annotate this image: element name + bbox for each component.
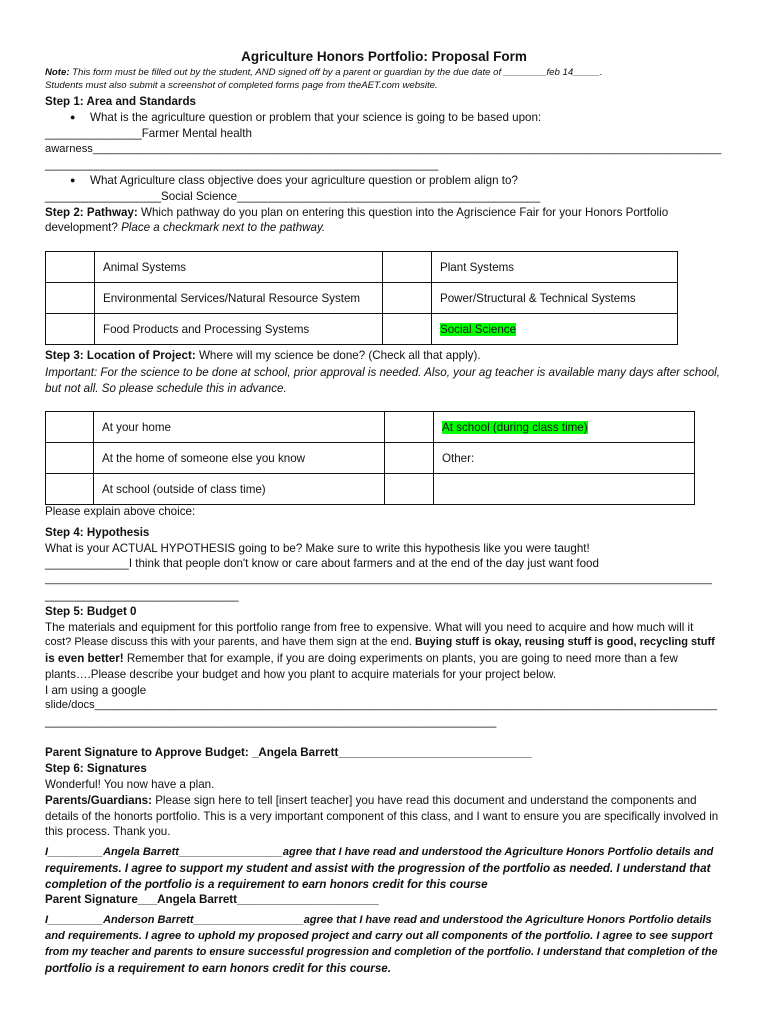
step4-heading: Step 4: Hypothesis xyxy=(45,526,150,539)
step4-text: What is your ACTUAL HYPOTHESIS going to be? Make sure to write this hypothesis like you were taught! xyxy=(45,542,590,555)
step6-parents-line-3: this process. Thank you. xyxy=(45,825,171,838)
step1-question-1: What is the agriculture question or problem that your science is going to be based upon: xyxy=(90,111,542,124)
parent-agreement-line-1[interactable]: I_________Angela Barrett_________________agree that I have read and understood the Agriculture Honors Portfolio details and xyxy=(45,846,714,858)
pathway-checkbox-animal-systems[interactable] xyxy=(46,252,95,283)
table-row xyxy=(46,412,695,443)
pathway-label: Plant Systems xyxy=(432,252,678,283)
selected-highlight: At school (during class time) xyxy=(442,420,588,434)
pathway-label: Food Products and Processing Systems xyxy=(95,314,383,345)
step5-budget-line-3[interactable]: ______________________________________________________________________ xyxy=(45,715,497,728)
bullet-icon: ● xyxy=(70,112,76,122)
step5-paragraph-line-2: cost? Please discuss this with your parents, and have them sign at the end. Buying stuff is okay, reusing stuff is good, recycling stuff xyxy=(45,636,715,648)
step6-heading: Step 6: Signatures xyxy=(45,762,147,775)
pathway-checkbox-power-structural[interactable] xyxy=(383,283,432,314)
parent-signature[interactable]: Parent Signature___Angela Barrett______________________ xyxy=(45,893,379,906)
pathway-table xyxy=(45,251,678,345)
step2-heading: Step 2: Pathway: xyxy=(45,206,138,219)
location-checkbox-other[interactable] xyxy=(385,443,434,474)
pathway-label-selected xyxy=(432,314,678,345)
step1-answer-1-line-3[interactable]: _____________________________________________________________ xyxy=(45,158,439,171)
step3-important-1: Important: For the science to be done at school, prior approval is needed. Also, your ag teacher is available many days after school, xyxy=(45,366,720,379)
location-checkbox-school-class-time[interactable] xyxy=(385,412,434,443)
location-checkbox-empty[interactable] xyxy=(385,474,434,505)
note-text: This form must be filled out by the student, AND signed off by a parent or guardian by the due date of ________feb 14_____. xyxy=(69,67,603,78)
parent-agreement-line-3: completion of the portfolio is a requirement to earn honors credit for this course xyxy=(45,878,488,891)
pathway-label: Animal Systems xyxy=(95,252,383,283)
step4-hypothesis-line-2[interactable]: _____________________________________________________________________________________________________________ xyxy=(45,573,712,585)
step5-paragraph-line-4: plants….Please describe your budget and how you plant to acquire materials for your project below. xyxy=(45,668,557,681)
step6-parents-line-1: Parents/Guardians: Please sign here to tell [insert teacher] you have read this document and understand the components and xyxy=(45,794,697,807)
step5-budget-line-1[interactable]: I am using a google xyxy=(45,684,147,697)
step4-hypothesis-line-3[interactable]: ______________________________ xyxy=(45,589,239,602)
step3-heading: Step 3: Location of Project: xyxy=(45,349,196,362)
student-agreement-line-1[interactable]: I_________Anderson Barrett__________________agree that I have read and understood the Agriculture Honors Portfolio details xyxy=(45,914,712,926)
table-row xyxy=(46,443,695,474)
table-row xyxy=(46,474,695,505)
step6-parents-line-2: details of the honorts portfolio. This is a very important component of this class, and I want to ensure you are specifically involved in xyxy=(45,810,719,823)
step5-paragraph-line-1: The materials and equipment for this portfolio range from free to expensive. What will you need to acquire and how much will it xyxy=(45,621,694,634)
location-label: At your home xyxy=(94,412,385,443)
step3-important-2: but not all. So please schedule this in advance. xyxy=(45,382,287,395)
note-line-1 xyxy=(45,67,603,79)
step1-answer-2[interactable]: __________________Social Science_______________________________________________ xyxy=(45,190,541,203)
step3-text-1: Step 3: Location of Project: Where will my science be done? (Check all that apply). xyxy=(45,349,481,362)
step5-paragraph-line-3: is even better! Remember that for example, if you are doing experiments on plants, you are going to need more than a few xyxy=(45,652,678,665)
table-row xyxy=(46,252,678,283)
step3-explain: Please explain above choice: xyxy=(45,505,196,518)
pathway-checkbox-social-science[interactable] xyxy=(383,314,432,345)
note-label: Note: xyxy=(45,67,70,78)
note-line-2: Students must also submit a screenshot of completed forms page from theAET.com website. xyxy=(45,80,438,91)
page-title: Agriculture Honors Portfolio: Proposal Form xyxy=(241,49,527,64)
parent-budget-signature[interactable]: Parent Signature to Approve Budget: _Angela Barrett______________________________ xyxy=(45,746,532,759)
student-agreement-line-3: from my teacher and parents to ensure successful progression and completion of the portfolio. I understand that completion of the xyxy=(45,946,718,958)
selected-highlight: Social Science xyxy=(440,322,517,336)
table-row xyxy=(46,314,678,345)
location-checkbox-school-outside[interactable] xyxy=(46,474,94,505)
student-agreement-line-4: portfolio is a requirement to earn honors credit for this course. xyxy=(45,962,391,975)
table-row xyxy=(46,283,678,314)
location-checkbox-home[interactable] xyxy=(46,412,94,443)
step2-text-2: development? Place a checkmark next to the pathway. xyxy=(45,221,326,234)
step5-budget-line-2[interactable]: slide/docs____________________________________________________________________________________________________ xyxy=(45,699,717,711)
step1-heading: Step 1: Area and Standards xyxy=(45,95,196,108)
location-label: At the home of someone else you know xyxy=(94,443,385,474)
bullet-icon: ● xyxy=(70,175,76,185)
location-label: At school (outside of class time) xyxy=(94,474,385,505)
location-label: Other: xyxy=(434,443,695,474)
step6-intro: Wonderful! You now have a plan. xyxy=(45,778,215,791)
step1-answer-1-line-2[interactable]: awarness_____________________________________________________________________________________________________ xyxy=(45,143,722,155)
pathway-label: Environmental Services/Natural Resource System xyxy=(95,283,383,314)
step1-answer-1-line-1[interactable]: _______________Farmer Mental health xyxy=(45,127,252,140)
step2-text-1: Step 2: Pathway: Which pathway do you plan on entering this question into the Agriscience Fair for your Honors Portfolio xyxy=(45,206,669,219)
pathway-checkbox-plant-systems[interactable] xyxy=(383,252,432,283)
location-checkbox-someone-else[interactable] xyxy=(46,443,94,474)
step4-hypothesis-line-1[interactable]: _____________I think that people don't know or care about farmers and at the end of the day just want food xyxy=(45,557,599,570)
step5-heading: Step 5: Budget 0 xyxy=(45,605,137,618)
pathway-checkbox-food-products[interactable] xyxy=(46,314,95,345)
location-other-field[interactable] xyxy=(434,474,695,505)
parent-agreement-line-2: requirements. I agree to support my student and assist with the progression of the portfolio as needed. I understand that xyxy=(45,862,711,875)
pathway-label: Power/Structural & Technical Systems xyxy=(432,283,678,314)
student-agreement-line-2: and requirements. I agree to uphold my proposed project and carry out all components of the portfolio. I agree to see support xyxy=(45,930,713,942)
pathway-checkbox-environmental[interactable] xyxy=(46,283,95,314)
step1-question-2: What Agriculture class objective does your agriculture question or problem align to? xyxy=(90,174,518,187)
location-table xyxy=(45,411,695,505)
location-label-selected xyxy=(434,412,695,443)
